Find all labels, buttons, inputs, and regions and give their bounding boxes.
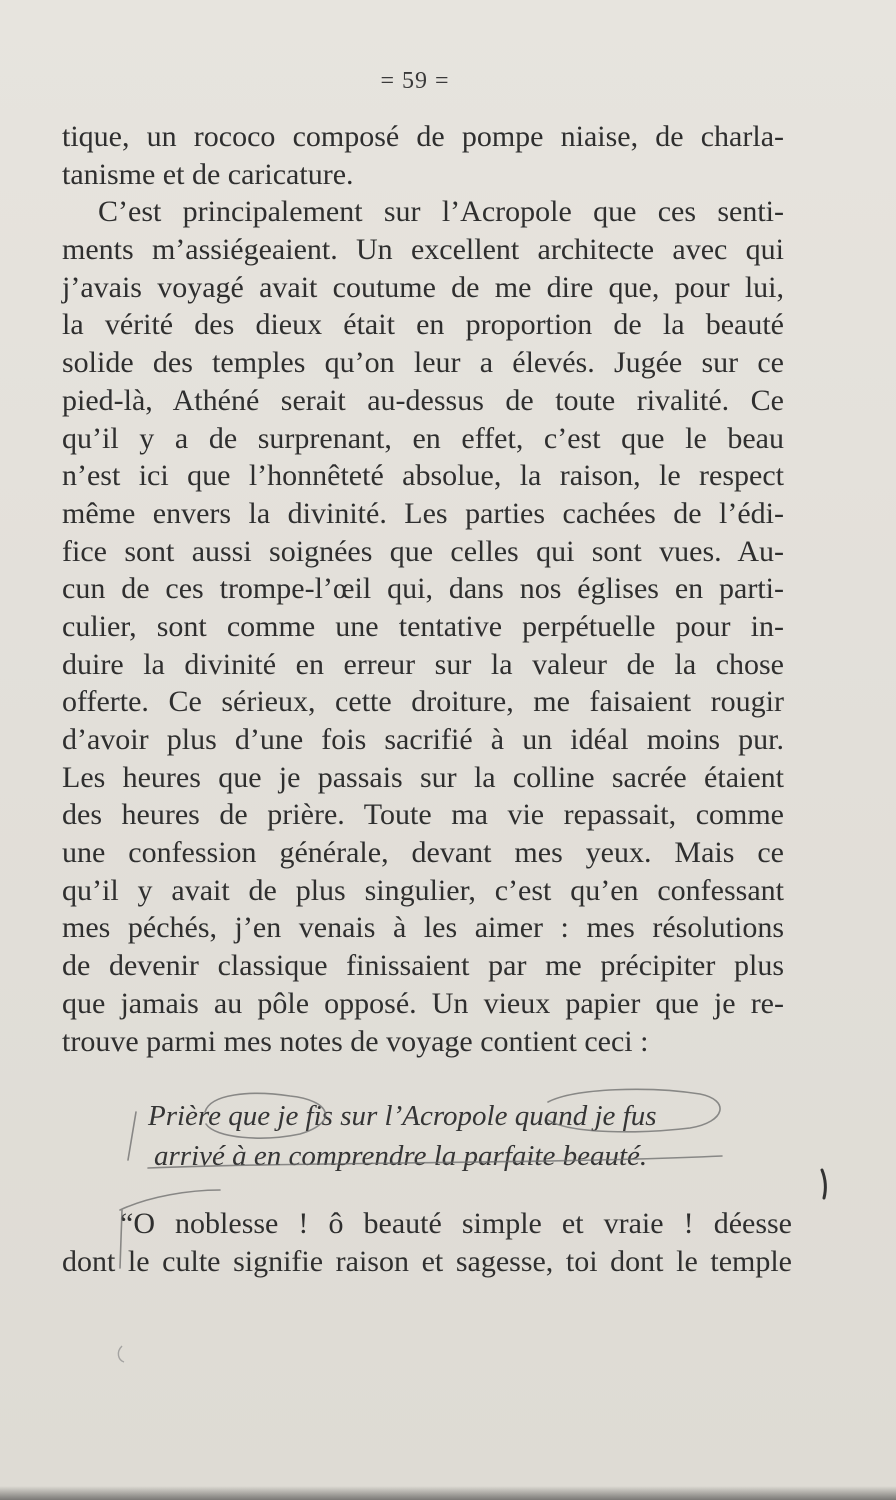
body-line: fice sont aussi soignées que celles qui sont vues. Au- — [62, 534, 784, 568]
body-line: ments m’assiégeaient. Un excellent architecte avec qui — [62, 233, 784, 267]
body-line: des heures de prière. Toute ma vie repassait, comme — [62, 798, 784, 832]
body-line: même envers la divinité. Les parties cachées de l’édi- — [62, 496, 784, 530]
body-line: tanisme et de caricature. — [62, 157, 354, 191]
body-line: C’est principalement sur l’Acropole que ces senti- — [98, 195, 784, 229]
body-line: tique, un rococo composé de pompe niaise, de charla- — [62, 120, 784, 153]
body-text — [62, 118, 784, 1060]
body-line: qu’il y avait de plus singulier, c’est qu’en confessant — [62, 873, 784, 907]
body-line: trouve parmi mes notes de voyage contient ceci : — [62, 1024, 649, 1058]
body-line: offerte. Ce sérieux, cette droiture, me faisaient rougir — [62, 685, 784, 719]
pencil-smudge — [118, 1346, 124, 1362]
body-line: qu’il y a de surprenant, en effet, c’est que le beau — [62, 421, 784, 455]
body-line: de devenir classique finissaient par me précipiter plus — [62, 949, 784, 983]
page-bottom-edge — [0, 1486, 896, 1500]
body-line: cun de ces trompe-l’œil qui, dans nos églises en parti- — [62, 572, 784, 606]
body-line: la vérité des dieux était en proportion de la beauté — [62, 308, 784, 342]
page-number: = 59 = — [380, 68, 450, 94]
prayer-line: dont le culte signifie raison et sagesse, toi dont le temple — [62, 1244, 792, 1278]
body-line: j’avais voyagé avait coutume de me dire que, pour lui, — [62, 270, 784, 304]
body-line: solide des temples qu’on leur a élevés. Jugée sur ce — [62, 346, 784, 380]
body-line: une confession générale, devant mes yeux. Mais ce — [62, 836, 784, 870]
body-line: culier, sont comme une tentative perpétuelle pour in- — [62, 609, 784, 643]
prayer-heading — [148, 1096, 728, 1176]
ink-mark — [822, 1170, 825, 1198]
body-line: mes péchés, j’en venais à les aimer : mes résolutions — [62, 911, 784, 945]
body-line: n’est ici que l’honnêteté absolue, la raison, le respect — [62, 459, 784, 493]
heading-line: Prière que je fis sur l’Acropole quand je fus — [148, 1100, 657, 1132]
heading-line: arrivé à en comprendre la parfaite beauté. — [154, 1140, 648, 1172]
body-line: duire la divinité en erreur sur la valeur de la chose — [62, 647, 784, 681]
body-line: Les heures que je passais sur la colline sacrée étaient — [62, 760, 784, 794]
pencil-mark-left — [128, 1112, 136, 1160]
prayer-line: “O noblesse ! ô beauté simple et vraie ! déesse — [120, 1207, 792, 1240]
body-line: d’avoir plus d’une fois sacrifié à un idéal moins pur. — [62, 723, 784, 756]
body-line: pied-là, Athéné serait au-dessus de toute rivalité. Ce — [62, 383, 784, 417]
body-line: que jamais au pôle opposé. Un vieux papier que je re- — [62, 986, 784, 1020]
prayer-text — [62, 1205, 792, 1280]
